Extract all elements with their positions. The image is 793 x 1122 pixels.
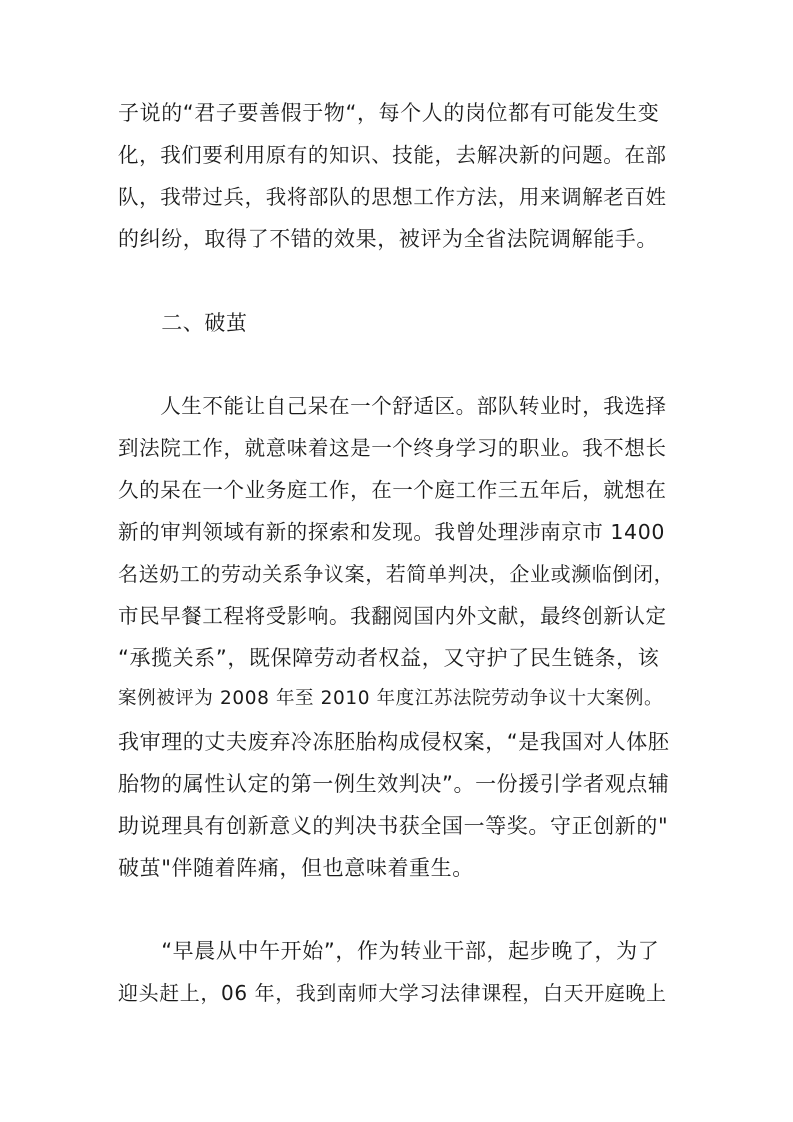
section-heading: 二、破茧 bbox=[118, 311, 248, 335]
text-line: 我审理的丈夫废弃冷冻胚胎构成侵权案，“是我国对人体胚 bbox=[118, 730, 670, 754]
text-line: 案例被评为 2008 年至 2010 年度江苏法院劳动争议十大案例。 bbox=[118, 688, 664, 709]
text-line: 人生不能让自己呆在一个舒适区。部队转业时，我选择 bbox=[118, 394, 667, 418]
text-line: 的纠纷，取得了不错的效果，被评为全省法院调解能手。 bbox=[118, 227, 658, 251]
text-line: 名送奶工的劳动关系争议案，若简单判决，企业或濒临倒闭， bbox=[118, 562, 675, 586]
text-line: 胎物的属性认定的第一例生效判决”。一份援引学者观点辅 bbox=[118, 772, 670, 796]
text-line: “早晨从中午开始”，作为转业干部，起步晚了，为了 bbox=[118, 939, 660, 963]
text-line: 到法院工作，就意味着这是一个终身学习的职业。我不想长 bbox=[118, 436, 667, 460]
text-line: 助说理具有创新意义的判决书获全国一等奖。守正创新的" bbox=[118, 814, 669, 838]
text-line: 市民早餐工程将受影响。我翻阅国内外文献，最终创新认定 bbox=[118, 604, 667, 628]
text-line: 破茧"伴随着阵痛，但也意味着重生。 bbox=[118, 856, 474, 880]
text-line: 队，我带过兵，我将部队的思想工作方法，用来调解老百姓 bbox=[118, 185, 667, 209]
text-line: “承揽关系”，既保障劳动者权益，又守护了民生链条，该 bbox=[118, 646, 660, 670]
text-line: 久的呆在一个业务庭工作，在一个庭工作三五年后，就想在 bbox=[118, 478, 667, 502]
text-line: 子说的“君子要善假于物“，每个人的岗位都有可能发生变 bbox=[118, 101, 660, 125]
text-line: 化，我们要利用原有的知识、技能，去解决新的问题。在部 bbox=[118, 143, 667, 167]
text-line: 迎头赶上，06 年，我到南师大学习法律课程，白天开庭晚上 bbox=[118, 981, 667, 1005]
text-line: 新的审判领域有新的探索和发现。我曾处理涉南京市 1400 bbox=[118, 520, 665, 544]
